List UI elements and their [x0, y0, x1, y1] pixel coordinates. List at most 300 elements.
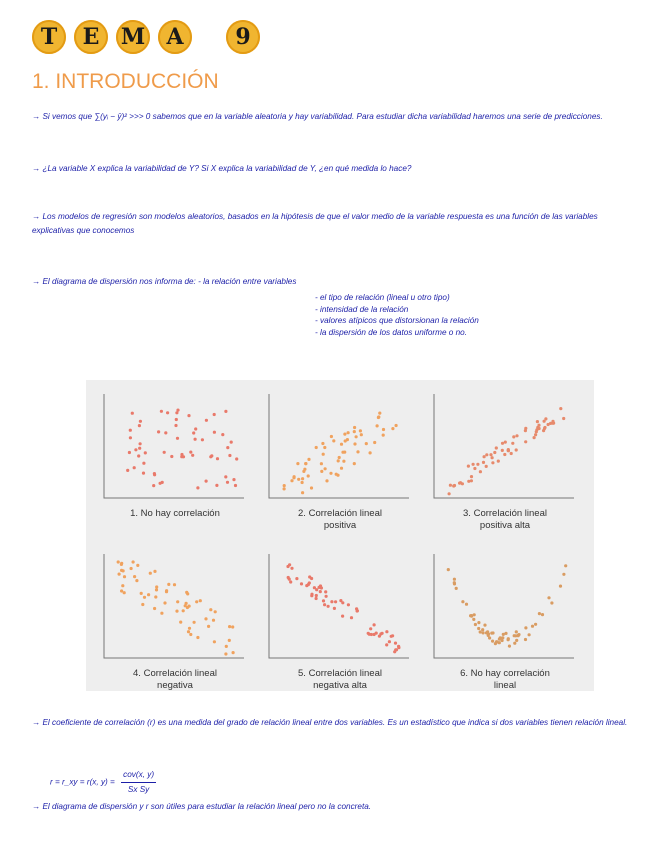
scatter-point	[188, 627, 191, 630]
scatter-point	[369, 627, 372, 630]
scatter-point	[373, 441, 376, 444]
scatter-point	[123, 575, 126, 578]
scatter-point	[228, 639, 231, 642]
scatter-point	[209, 455, 212, 458]
scatter-point	[562, 573, 565, 576]
scatter-point	[346, 438, 349, 441]
scatter-point	[182, 609, 185, 612]
scatter-point	[189, 633, 192, 636]
title-letter: M	[116, 20, 150, 54]
scatter-point	[550, 601, 553, 604]
scatter-point	[232, 478, 235, 481]
scatter-axes	[434, 394, 574, 498]
scatter-point	[515, 630, 518, 633]
scatter-point	[501, 639, 504, 642]
scatter-point	[453, 484, 456, 487]
scatter-point	[485, 453, 488, 456]
scatter-point	[323, 446, 326, 449]
panel-caption: 2. Correlación lineal	[298, 508, 382, 519]
scatter-point	[559, 407, 562, 410]
scatter-point	[329, 472, 332, 475]
scatter-point	[143, 596, 146, 599]
scatter-point	[301, 491, 304, 494]
scatter-point	[216, 457, 219, 460]
list-item: - intensidad de la relación	[315, 304, 409, 314]
scatter-point	[155, 585, 158, 588]
scatter-point	[504, 441, 507, 444]
scatter-point	[481, 628, 484, 631]
panel-caption: negativa alta	[313, 680, 367, 691]
scatter-point	[139, 420, 142, 423]
scatter-point	[533, 436, 536, 439]
scatter-point	[121, 584, 124, 587]
scatter-point	[133, 466, 136, 469]
scatter-point	[212, 619, 215, 622]
scatter-point	[343, 451, 346, 454]
scatter-point	[340, 467, 343, 470]
scatter-point	[324, 467, 327, 470]
scatter-point	[487, 632, 490, 635]
title-letter: A	[158, 20, 192, 54]
scatter-point	[231, 625, 234, 628]
scatter-point	[528, 633, 531, 636]
scatter-point	[315, 446, 318, 449]
scatter-point	[224, 410, 227, 413]
scatter-point	[489, 453, 492, 456]
scatter-point	[185, 591, 188, 594]
scatter-point	[507, 449, 510, 452]
scatter-point	[149, 572, 152, 575]
scatter-point	[360, 433, 363, 436]
scatter-point	[535, 428, 538, 431]
scatter-point	[391, 634, 394, 637]
scatter-point	[230, 441, 233, 444]
scatter-plot	[100, 550, 250, 662]
scatter-point	[341, 615, 344, 618]
scatter-point	[491, 640, 494, 643]
scatter-point	[166, 411, 169, 414]
scatter-point	[541, 613, 544, 616]
scatter-point	[482, 631, 485, 634]
scatter-panel	[430, 390, 580, 542]
scatter-point	[534, 623, 537, 626]
scatter-point	[300, 582, 303, 585]
scatter-point	[131, 412, 134, 415]
scatter-point	[508, 645, 511, 648]
scatter-point	[165, 589, 168, 592]
scatter-point	[213, 431, 216, 434]
scatter-point	[301, 481, 304, 484]
scatter-point	[160, 612, 163, 615]
scatter-point	[176, 600, 179, 603]
scatter-point	[342, 460, 345, 463]
scatter-point	[524, 638, 527, 641]
scatter-point	[347, 431, 350, 434]
panel-caption: 3. Correlación lineal	[463, 508, 547, 519]
scatter-point	[501, 442, 504, 445]
scatter-point	[221, 433, 224, 436]
scatter-axes	[104, 554, 244, 658]
scatter-plot	[100, 390, 250, 502]
scatter-point	[205, 419, 208, 422]
scatter-point	[495, 446, 498, 449]
scatter-point	[310, 593, 313, 596]
scatter-point	[307, 474, 310, 477]
scatter-point	[382, 428, 385, 431]
scatter-point	[305, 584, 308, 587]
scatter-point	[313, 586, 316, 589]
scatter-point	[488, 636, 491, 639]
scatter-point	[147, 593, 150, 596]
scatter-point	[321, 442, 324, 445]
scatter-plot	[265, 390, 415, 502]
scatter-point	[163, 451, 166, 454]
scatter-point	[297, 478, 300, 481]
scatter-point	[504, 632, 507, 635]
scatter-point	[473, 467, 476, 470]
paragraph-models: → Los modelos de regresión son modelos aleatorios, basados en la hipótesis de que el valor medio de la variable respuesta es una función de las variables explicativas que conocemos	[32, 212, 598, 235]
scatter-point	[330, 435, 333, 438]
scatter-point	[308, 575, 311, 578]
scatter-point	[395, 424, 398, 427]
scatter-point	[155, 588, 158, 591]
scatter-point	[139, 442, 142, 445]
scatter-point	[123, 591, 126, 594]
scatter-point	[470, 475, 473, 478]
scatter-point	[524, 440, 527, 443]
scatter-point	[117, 560, 120, 563]
scatter-point	[135, 579, 138, 582]
scatter-point	[224, 652, 227, 655]
panel-caption: 5. Correlación lineal	[298, 668, 382, 679]
scatter-point	[194, 427, 197, 430]
scatter-point	[340, 443, 343, 446]
scatter-point	[126, 469, 129, 472]
scatter-panel	[430, 550, 580, 702]
scatter-point	[283, 484, 286, 487]
scatter-point	[322, 453, 325, 456]
scatter-panel	[265, 390, 415, 542]
scatter-point	[542, 429, 545, 432]
scatter-point	[152, 484, 155, 487]
scatter-figure	[86, 380, 594, 691]
scatter-point	[547, 596, 550, 599]
scatter-point	[189, 451, 192, 454]
scatter-point	[388, 640, 391, 643]
scatter-point	[355, 607, 358, 610]
scatter-point	[356, 450, 359, 453]
list-item: - la dispersión de los datos uniforme o no.	[315, 327, 468, 337]
scatter-point	[375, 632, 378, 635]
scatter-point	[138, 424, 141, 427]
scatter-point	[327, 605, 330, 608]
panel-caption: 6. No hay correlación	[460, 668, 550, 679]
scatter-point	[133, 575, 136, 578]
panel-caption: 4. Correlación lineal	[133, 668, 217, 679]
scatter-point	[472, 463, 475, 466]
scatter-point	[538, 612, 541, 615]
scatter-point	[534, 433, 537, 436]
scatter-point	[447, 568, 450, 571]
scatter-point	[174, 424, 177, 427]
scatter-point	[459, 481, 462, 484]
scatter-point	[491, 461, 494, 464]
scatter-point	[391, 427, 394, 430]
scatter-point	[531, 625, 534, 628]
scatter-point	[283, 487, 286, 490]
scatter-point	[154, 595, 157, 598]
scatter-point	[493, 451, 496, 454]
scatter-point	[164, 431, 167, 434]
scatter-point	[359, 429, 362, 432]
scatter-point	[479, 630, 482, 633]
scatter-point	[485, 465, 488, 468]
scatter-panel	[265, 550, 415, 702]
scatter-point	[129, 436, 132, 439]
scatter-point	[213, 413, 216, 416]
scatter-point	[465, 603, 468, 606]
scatter-point	[515, 434, 518, 437]
scatter-point	[564, 564, 567, 567]
scatter-point	[142, 462, 145, 465]
paragraph-question: → ¿La variable X explica la variabilidad de Y? Si X explica la variabilidad de Y, ¿en qué medida lo hace?	[32, 164, 412, 173]
scatter-point	[338, 456, 341, 459]
formula-denominator: Sx Sy	[127, 785, 150, 794]
scatter-panel	[100, 390, 250, 542]
scatter-point	[167, 583, 170, 586]
scatter-point	[503, 453, 506, 456]
scatter-point	[226, 446, 229, 449]
scatter-point	[232, 651, 235, 654]
scatter-point	[353, 442, 356, 445]
scatter-point	[207, 625, 210, 628]
scatter-point	[301, 477, 304, 480]
scatter-point	[353, 426, 356, 429]
scatter-point	[467, 480, 470, 483]
scatter-point	[453, 578, 456, 581]
scatter-point	[353, 430, 356, 433]
scatter-point	[140, 592, 143, 595]
scatter-point	[353, 462, 356, 465]
scatter-point	[325, 479, 328, 482]
scatter-point	[373, 623, 376, 626]
scatter-point	[320, 462, 323, 465]
scatter-point	[195, 600, 198, 603]
section-title: 1. INTRODUCCIÓN	[32, 70, 219, 93]
scatter-point	[153, 607, 156, 610]
scatter-point	[490, 632, 493, 635]
scatter-point	[196, 636, 199, 639]
scatter-point	[333, 607, 336, 610]
scatter-point	[378, 412, 381, 415]
scatter-point	[515, 639, 518, 642]
scatter-point	[385, 643, 388, 646]
scatter-point	[330, 600, 333, 603]
scatter-point	[228, 454, 231, 457]
scatter-point	[137, 454, 140, 457]
list-item: - valores atípicos que distorsionan la relación	[315, 316, 479, 325]
scatter-point	[397, 645, 400, 648]
scatter-point	[347, 603, 350, 606]
scatter-point	[302, 470, 305, 473]
scatter-point	[461, 600, 464, 603]
scatter-point	[477, 621, 480, 624]
scatter-point	[235, 457, 238, 460]
panel-caption: positiva	[323, 520, 357, 531]
scatter-point	[472, 618, 475, 621]
scatter-point	[476, 463, 479, 466]
scatter-point	[201, 438, 204, 441]
scatter-point	[323, 603, 326, 606]
scatter-point	[293, 475, 296, 478]
scatter-point	[138, 447, 141, 450]
scatter-point	[315, 597, 318, 600]
scatter-point	[320, 470, 323, 473]
scatter-point	[170, 455, 173, 458]
scatter-point	[513, 642, 516, 645]
scatter-point	[394, 642, 397, 645]
scatter-point	[369, 451, 372, 454]
scatter-point	[118, 573, 121, 576]
scatter-point	[497, 460, 500, 463]
scatter-point	[467, 465, 470, 468]
scatter-point	[549, 422, 552, 425]
scatter-point	[473, 613, 476, 616]
scatter-point	[501, 449, 504, 452]
scatter-point	[483, 624, 486, 627]
scatter-point	[325, 595, 328, 598]
scatter-point	[334, 600, 337, 603]
paragraph-usefulness: → El diagrama de dispersión y r son útiles para estudiar la relación lineal pero no la concreta.	[32, 802, 372, 811]
scatter-point	[474, 623, 477, 626]
scatter-point	[337, 459, 340, 462]
scatter-point	[394, 648, 397, 651]
scatter-point	[335, 473, 338, 476]
scatter-point	[455, 587, 458, 590]
scatter-point	[205, 480, 208, 483]
scatter-point	[449, 484, 452, 487]
scatter-point	[315, 594, 318, 597]
scatter-point	[290, 479, 293, 482]
scatter-point	[163, 601, 166, 604]
scatter-point	[524, 429, 527, 432]
scatter-point	[517, 633, 520, 636]
formula-fraction	[121, 768, 156, 797]
scatter-point	[341, 601, 344, 604]
panel-caption: 1. No hay correlación	[130, 508, 220, 519]
scatter-point	[324, 590, 327, 593]
scatter-point	[470, 614, 473, 617]
scatter-point	[382, 434, 385, 437]
scatter-point	[482, 461, 485, 464]
scatter-point	[307, 458, 310, 461]
scatter-point	[175, 418, 178, 421]
scatter-point	[175, 610, 178, 613]
scatter-point	[477, 627, 480, 630]
scatter-point	[491, 456, 494, 459]
scatter-point	[215, 484, 218, 487]
scatter-info-list	[315, 292, 615, 338]
scatter-point	[120, 569, 123, 572]
scatter-point	[287, 576, 290, 579]
scatter-point	[310, 486, 313, 489]
scatter-point	[368, 633, 371, 636]
scatter-point	[308, 581, 311, 584]
scatter-point	[153, 570, 156, 573]
scatter-point	[176, 437, 179, 440]
scatter-point	[141, 603, 144, 606]
scatter-point	[173, 583, 176, 586]
scatter-point	[187, 630, 190, 633]
scatter-point	[289, 580, 292, 583]
scatter-point	[379, 632, 382, 635]
scatter-point	[142, 472, 145, 475]
scatter-point	[204, 617, 207, 620]
scatter-point	[153, 472, 156, 475]
scatter-point	[319, 590, 322, 593]
scatter-point	[295, 577, 298, 580]
scatter-panel	[100, 550, 250, 702]
scatter-point	[499, 636, 502, 639]
scatter-point	[213, 640, 216, 643]
scatter-point	[194, 438, 197, 441]
scatter-point	[524, 626, 527, 629]
title-number: 9	[226, 20, 260, 54]
scatter-point	[332, 439, 335, 442]
scatter-point	[559, 585, 562, 588]
scatter-point	[193, 621, 196, 624]
scatter-point	[144, 451, 147, 454]
formula-numerator: cov(x, y)	[121, 768, 156, 783]
scatter-point	[515, 448, 518, 451]
scatter-point	[224, 475, 227, 478]
scatter-point	[385, 630, 388, 633]
scatter-point	[160, 410, 163, 413]
paragraph-correlation: → El coeficiente de correlación (r) es una medida del grado de relación lineal entre dos variables. Es un estadístico que indica si dos variables tienen relación lineal.	[32, 718, 628, 727]
scatter-point	[184, 604, 187, 607]
title-letter: T	[32, 20, 66, 54]
scatter-axes	[434, 554, 574, 658]
scatter-point	[225, 645, 228, 648]
scatter-point	[290, 567, 293, 570]
scatter-point	[296, 462, 299, 465]
scatter-point	[355, 435, 358, 438]
scatter-point	[209, 608, 212, 611]
scatter-point	[179, 621, 182, 624]
scatter-plot	[430, 390, 580, 502]
scatter-plot	[265, 550, 415, 662]
scatter-point	[543, 420, 546, 423]
scatter-axes	[269, 394, 409, 498]
scatter-point	[562, 417, 565, 420]
scatter-point	[132, 560, 135, 563]
scatter-point	[365, 442, 368, 445]
scatter-point	[130, 567, 133, 570]
scatter-plot	[430, 550, 580, 662]
scatter-point	[511, 442, 514, 445]
scatter-point	[191, 454, 194, 457]
formula-left: r = r_xy = r(x, y) =	[50, 777, 115, 787]
scatter-point	[129, 429, 132, 432]
scatter-point	[128, 451, 131, 454]
scatter-point	[483, 455, 486, 458]
scatter-point	[228, 625, 231, 628]
scatter-point	[161, 481, 164, 484]
scatter-point	[495, 640, 498, 643]
scatter-point	[512, 435, 515, 438]
paragraph-variability: → Si vemos que ∑(yᵢ − ȳ)² >>> 0 sabemos que en la variable aleatoria y hay variabilidad. Para estudiar dicha variabilidad haremos una serie de predicciones.	[32, 112, 603, 121]
panel-caption: lineal	[493, 680, 517, 691]
